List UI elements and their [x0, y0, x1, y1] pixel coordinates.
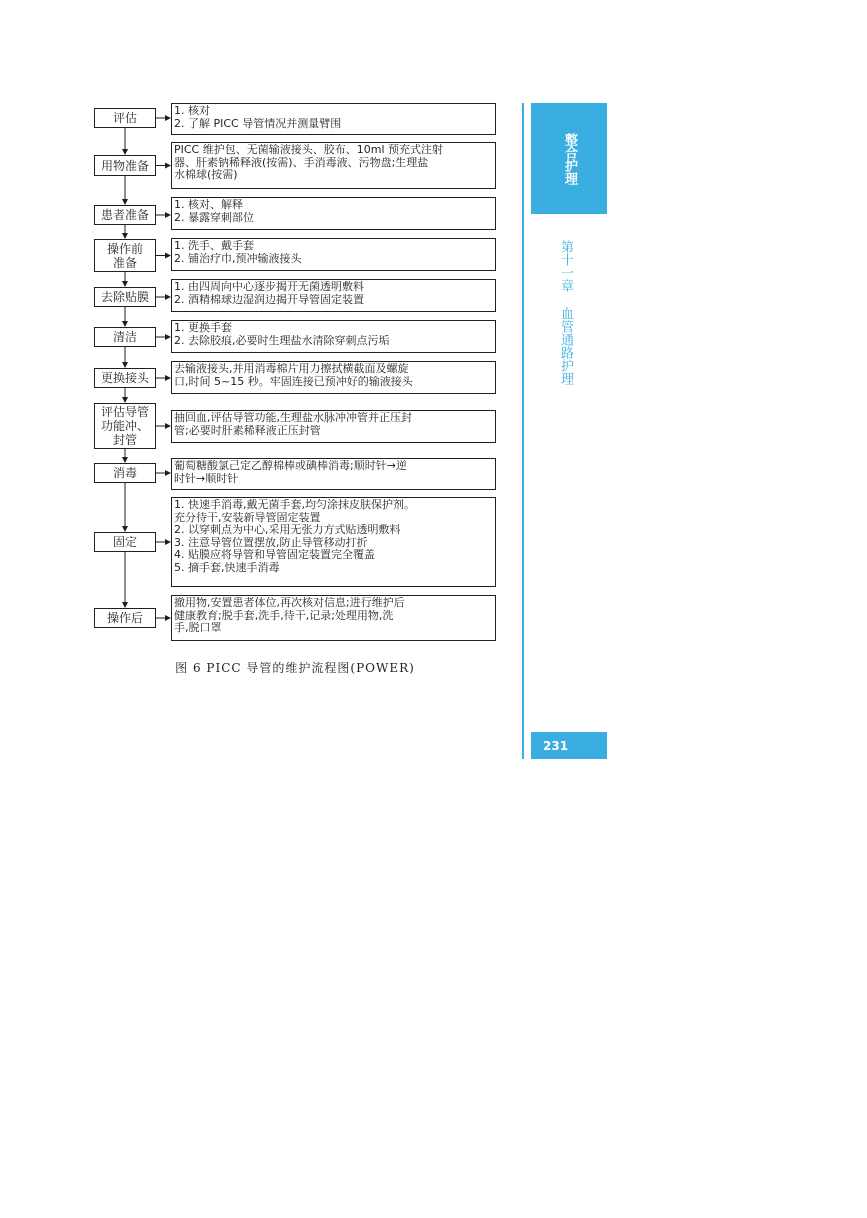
description-line: 4. 贴膜应将导管和导管固定装置完全覆盖: [174, 549, 375, 561]
description-line: 时针→顺时针: [174, 472, 239, 485]
page-number: 231: [531, 732, 607, 759]
description-line: 抽回血,评估导管功能,生理盐水脉冲冲管并正压封: [174, 412, 412, 424]
step-box: 用物准备: [94, 155, 156, 176]
description-line: 口,时间 5~15 秒。牢固连接已预冲好的输液接头: [174, 375, 413, 388]
figure-caption: 图 6 PICC 导管的维护流程图(POWER): [175, 661, 415, 675]
description-line: 水棉球(按需): [174, 169, 238, 181]
description-line: 1. 快速手消毒,戴无菌手套,均匀涂抹皮肤保护剂。: [174, 499, 415, 511]
description-line: 手,脱口罩: [174, 622, 222, 634]
step-description: [171, 238, 496, 271]
step-box: 患者准备: [94, 205, 156, 225]
section-tab: [531, 103, 607, 214]
margin-rule: [522, 103, 524, 759]
step-box: 更换接头: [94, 368, 156, 388]
description-line: 5. 摘手套,快速手消毒: [174, 561, 280, 574]
description-line: 葡萄糖酸氯己定乙醇棉棒或碘棒消毒;顺时针→逆: [174, 460, 407, 472]
section-tab-label: 整合护理: [562, 132, 577, 185]
step-box: 清洁: [94, 327, 156, 347]
step-description: [171, 361, 496, 394]
step-description: [171, 142, 496, 189]
description-line: 1. 洗手、戴手套: [174, 240, 254, 252]
step-box: 操作前 准备: [94, 239, 156, 272]
step-description: [171, 595, 496, 641]
description-line: 1. 核对: [174, 105, 210, 117]
step-description: [171, 458, 496, 490]
step-box: 评估导管 功能冲、 封管: [94, 403, 156, 449]
description-line: 器、肝素钠稀释液(按需)、手消毒液、污物盘;生理盐: [174, 156, 429, 169]
description-line: 2. 酒精棉球边湿润边揭开导管固定装置: [174, 293, 364, 306]
description-line: 1. 更换手套: [174, 322, 232, 334]
step-description: [171, 410, 496, 443]
step-box: 固定: [94, 532, 156, 552]
step-description: [171, 320, 496, 353]
description-line: 2. 以穿刺点为中心,采用无张力方式贴透明敷料: [174, 524, 401, 536]
description-line: 2. 铺治疗巾,预冲输液接头: [174, 252, 302, 265]
step-box: 操作后: [94, 608, 156, 628]
step-description: [171, 279, 496, 312]
description-line: 2. 去除胶痕,必要时生理盐水清除穿刺点污垢: [174, 334, 390, 347]
description-line: 去输液接头,并用消毒棉片用力擦拭横截面及螺旋: [174, 363, 409, 375]
step-box: 去除贴膜: [94, 287, 156, 307]
step-description: [171, 497, 496, 587]
step-description: [171, 197, 496, 230]
description-line: PICC 维护包、无菌输液接头、胶布、10ml 预充式注射: [174, 144, 443, 156]
description-line: 充分待干,安装新导管固定装置: [174, 511, 321, 524]
description-line: 1. 核对、解释: [174, 199, 243, 211]
description-line: 管;必要时肝素稀释液正压封管: [174, 424, 321, 437]
step-box: 评估: [94, 108, 156, 128]
description-line: 2. 了解 PICC 导管情况并测量臂围: [174, 117, 342, 130]
step-description: [171, 103, 496, 135]
description-line: 健康教育;脱手套,洗手,待干,记录;处理用物,洗: [174, 609, 394, 622]
step-box: 消毒: [94, 463, 156, 483]
chapter-title: 第十一章 血管通路护理: [558, 240, 573, 385]
description-line: 撤用物,安置患者体位,再次核对信息;进行维护后: [174, 597, 405, 609]
description-line: 3. 注意导管位置摆放,防止导管移动打折: [174, 536, 368, 549]
description-line: 2. 暴露穿刺部位: [174, 211, 254, 224]
description-line: 1. 由四周向中心逐步揭开无菌透明敷料: [174, 281, 364, 293]
